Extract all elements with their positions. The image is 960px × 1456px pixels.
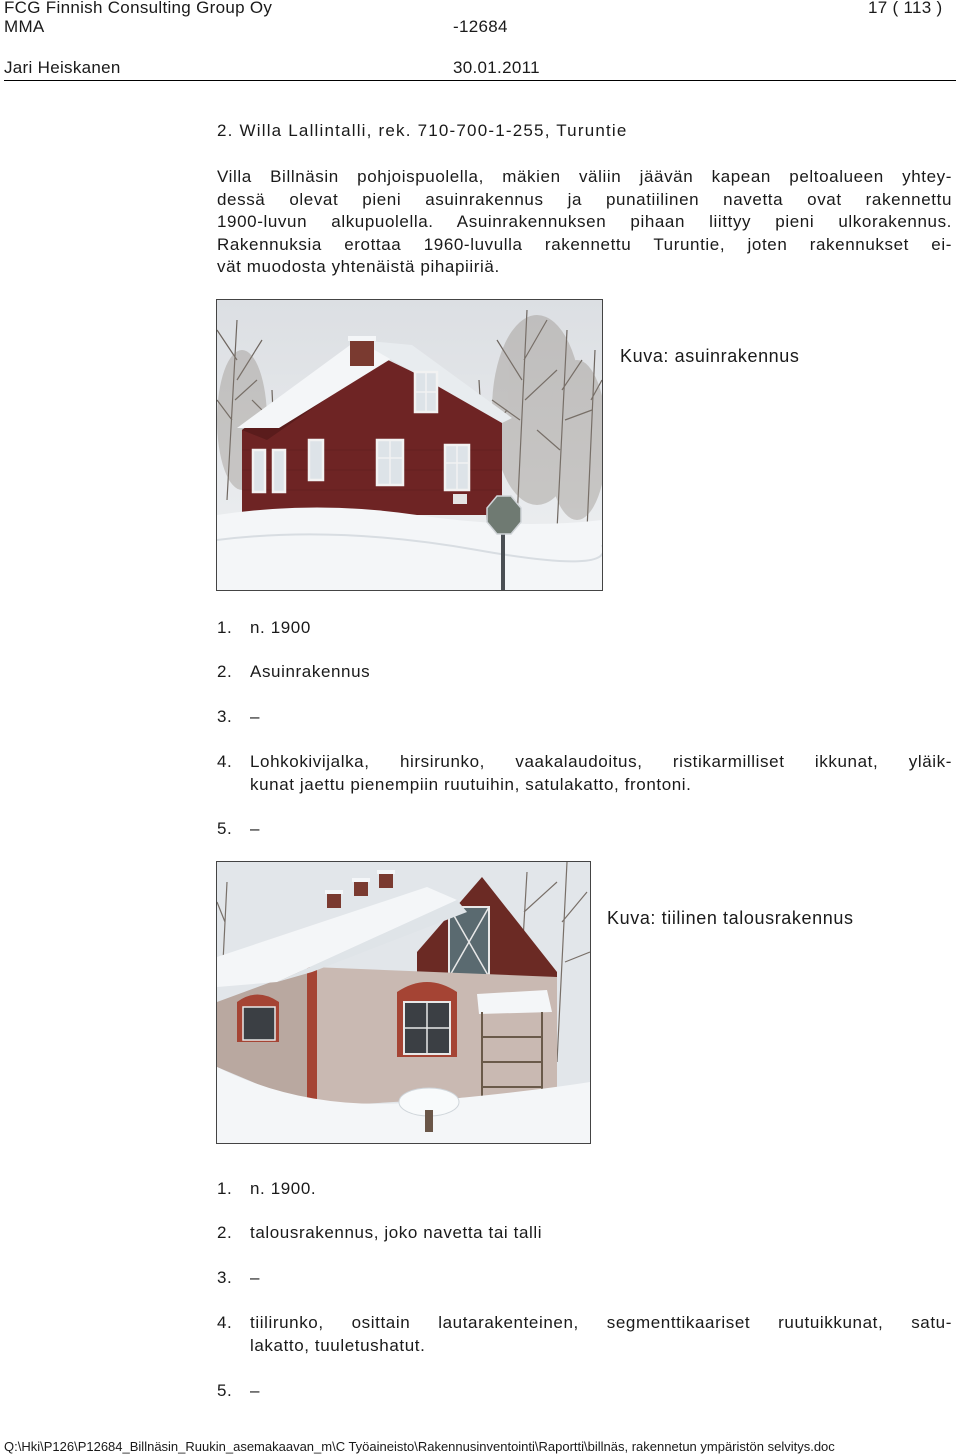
list-item-text: Lohkokivijalka, hirsirunko, vaakalaudoitus, ristikarmilliset ikkunat, yläik- kunat jaettu pienempiin ruutuihin, satulakatto, frontoni. [250, 752, 952, 794]
intro-line: vät muodosta yhtenäistä pihapiiriä. [217, 257, 500, 276]
list-item-text: talousrakennus, joko navetta tai talli [250, 1223, 543, 1242]
intro-paragraph [217, 166, 952, 279]
intro-line: 1900-luvun alkupuolella. Asuinrakennuksen pihaan liittyy pieni ulkorakennus. [217, 212, 952, 231]
header-author: Jari Heiskanen [4, 58, 121, 77]
list-item-number: 1. [217, 618, 233, 637]
header-company: FCG Finnish Consulting Group Oy [4, 0, 273, 17]
list-item-number: 3. [217, 1268, 233, 1287]
header-date: 30.01.2011 [453, 58, 540, 77]
photo-brick-outbuilding [216, 861, 591, 1144]
list-item-text: – [250, 1268, 261, 1287]
photo-caption-outbuilding: Kuva: tiilinen talousrakennus [607, 908, 854, 928]
list-item-number: 2. [217, 1223, 233, 1242]
list-item-number: 5. [217, 819, 233, 838]
list-item-number: 1. [217, 1179, 233, 1198]
section-title: 2. Willa Lallintalli, rek. 710-700-1-255, Turuntie [217, 121, 628, 140]
list-item-text: Asuinrakennus [250, 662, 371, 681]
list-item-text: n. 1900. [250, 1179, 317, 1198]
intro-line: Rakennuksia erottaa 1960-luvulla rakennettu Turuntie, joten rakennukset ei- [217, 234, 952, 254]
list-item-number: 4. [217, 752, 233, 771]
footer-file-path: Q:\Hki\P126\P12684_Billnäsin_Ruukin_asemakaavan_m\C Työaineisto\Rakennusinventointi\Raportti\billnäs, rakennetun ympäristön selvitys.doc [4, 1439, 835, 1454]
header-project: -12684 [453, 17, 508, 36]
list-item-number: 4. [217, 1313, 233, 1332]
list-item-text: n. 1900 [250, 618, 311, 637]
intro-line: Villa Billnäsin pohjoispuolella, mäkien väliin jäävän kapean peltoalueen yhtey- [217, 167, 952, 186]
list-item-text: tiilirunko, osittain lautarakenteinen, segmenttikaariset ruutuikkunat, satu- lakatto, tuuletushatut. [250, 1313, 952, 1355]
list-item-number: 5. [217, 1381, 233, 1400]
photo-residential-building [216, 299, 603, 591]
list-item-number: 3. [217, 707, 233, 726]
header-rule [4, 80, 956, 81]
list-item-text: – [250, 819, 261, 838]
photo-caption-residential: Kuva: asuinrakennus [620, 346, 800, 366]
header-page-number: 17 ( 113 ) [868, 0, 943, 17]
header-dept: MMA [4, 17, 45, 36]
list-item-text: – [250, 707, 261, 726]
residential-building-image [217, 300, 602, 590]
intro-line: dessä olevat pieni asuinrakennus ja punatiilinen navetta ovat rakennettu [217, 189, 952, 209]
list-item-text: – [250, 1381, 261, 1400]
brick-outbuilding-image [217, 862, 590, 1143]
list-item-number: 2. [217, 662, 233, 681]
